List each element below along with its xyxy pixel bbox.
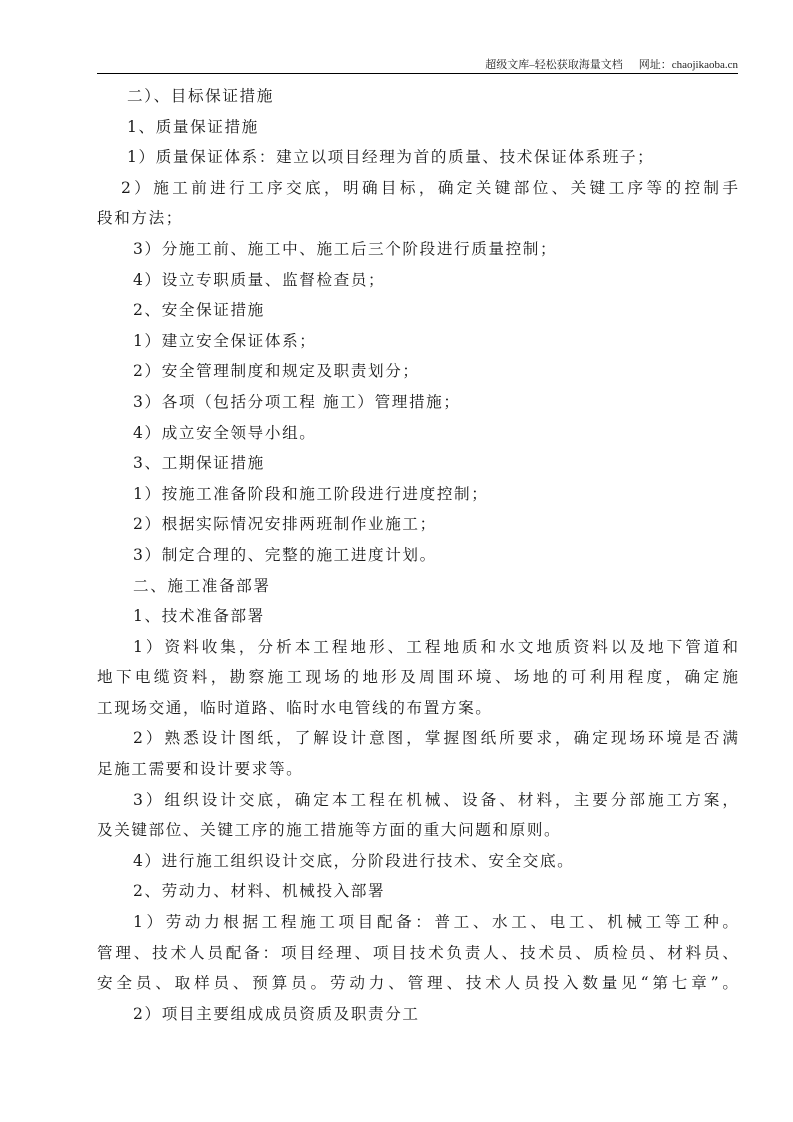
paragraph-line: 2、安全保证措施 (133, 301, 265, 320)
paragraph-line: 安全员、取样员、预算员。劳动力、管理、技术人员投入数量见“第七章”。 (97, 974, 738, 993)
document-body (97, 81, 738, 1029)
page-header (97, 57, 738, 73)
paragraph-line: 4）成立安全领导小组。 (133, 423, 317, 442)
paragraph-line: 1）质量保证体系：建立以项目经理为首的质量、技术保证体系班子； (127, 148, 655, 167)
paragraph-line: 管理、技术人员配备：项目经理、项目技术负责人、技术员、质检员、材料员、 (97, 943, 738, 962)
paragraph-line: 1、质量保证措施 (127, 117, 259, 136)
paragraph-line: 2）熟悉设计图纸，了解设计意图，掌握图纸所要求，确定现场环境是否满 (133, 729, 738, 748)
header-url-label: 网址： (638, 59, 672, 71)
paragraph-line: 二）、目标保证措施 (127, 87, 274, 105)
header-rule (97, 73, 738, 74)
paragraph-line: 2）项目主要组成成员资质及职责分工 (133, 1004, 420, 1023)
paragraph-line: 足施工需要和设计要求等。 (97, 760, 304, 779)
paragraph-line: 1）资料收集，分析本工程地形、工程地质和水文地质资料以及地下管道和 (133, 637, 738, 656)
paragraph-line: 地下电缆资料，勘察施工现场的地形及周围环境、场地的可利用程度，确定施 (97, 668, 738, 687)
paragraph-line: 3）组织设计交底，确定本工程在机械、设备、材料，主要分部施工方案， (133, 790, 738, 809)
paragraph-line: 3）各项（包括分项工程 施工）管理措施； (133, 392, 461, 411)
header-url[interactable]: chaojikaoba.cn (671, 59, 738, 71)
paragraph-line: 2、劳动力、材料、机械投入部署 (133, 882, 386, 901)
paragraph-line: 3、工期保证措施 (133, 454, 265, 473)
header-site-name: 超级文库–轻松获取海量文档 (485, 59, 623, 71)
paragraph-line: 及关键部位、关键工序的施工措施等方面的重大问题和原则。 (97, 821, 562, 840)
paragraph-line: 工现场交通，临时道路、临时水电管线的布置方案。 (97, 698, 493, 717)
paragraph-line: 二、施工准备部署 (133, 576, 271, 595)
paragraph-line: 2）根据实际情况安排两班制作业施工； (133, 515, 437, 534)
paragraph-line: 4）设立专职质量、监督检查员； (133, 270, 386, 289)
paragraph-line: 1、技术准备部署 (133, 607, 265, 626)
paragraph-line: 3）分施工前、施工中、施工后三个阶段进行质量控制； (133, 239, 558, 258)
paragraph-line: 4）进行施工组织设计交底，分阶段进行技术、安全交底。 (133, 851, 575, 870)
paragraph-line: 2）安全管理制度和规定及职责划分； (133, 362, 420, 381)
paragraph-line: 3）制定合理的、完整的施工进度计划。 (133, 545, 437, 564)
paragraph-line: 段和方法； (97, 209, 183, 228)
paragraph-line: 1）建立安全保证体系； (133, 331, 317, 350)
paragraph-line: 1）按施工准备阶段和施工阶段进行进度控制； (133, 484, 489, 503)
paragraph-line: 1）劳动力根据工程施工项目配备：普工、水工、电工、机械工等工种。 (133, 913, 738, 932)
paragraph-line: 2）施工前进行工序交底，明确目标，确定关键部位、关键工序等的控制手 (121, 178, 738, 197)
